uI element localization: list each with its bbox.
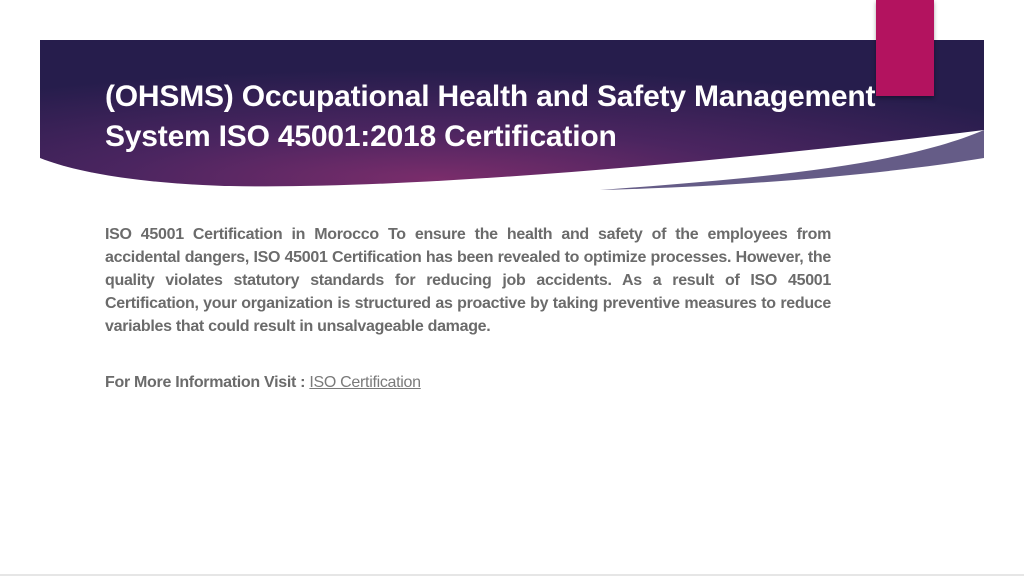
more-info-line	[105, 371, 831, 394]
more-info-label: For More Information Visit :	[105, 374, 310, 391]
body-paragraph: ISO 45001 Certification in Morocco To ensure the health and safety of the employees from accidental dangers, ISO 45001 Certification has been revealed to optimize processes. However, the quality violates statutory standards for reducing job accidents. As a result of ISO 45001 Certification, your organization is structured as proactive by taking preventive measures to reduce variables that could result in unsalvageable damage.	[105, 226, 831, 335]
iso-certification-link[interactable]: ISO Certification	[309, 374, 421, 391]
slide-title: (OHSMS) Occupational Health and Safety Management System ISO 45001:2018 Certification	[105, 80, 876, 153]
